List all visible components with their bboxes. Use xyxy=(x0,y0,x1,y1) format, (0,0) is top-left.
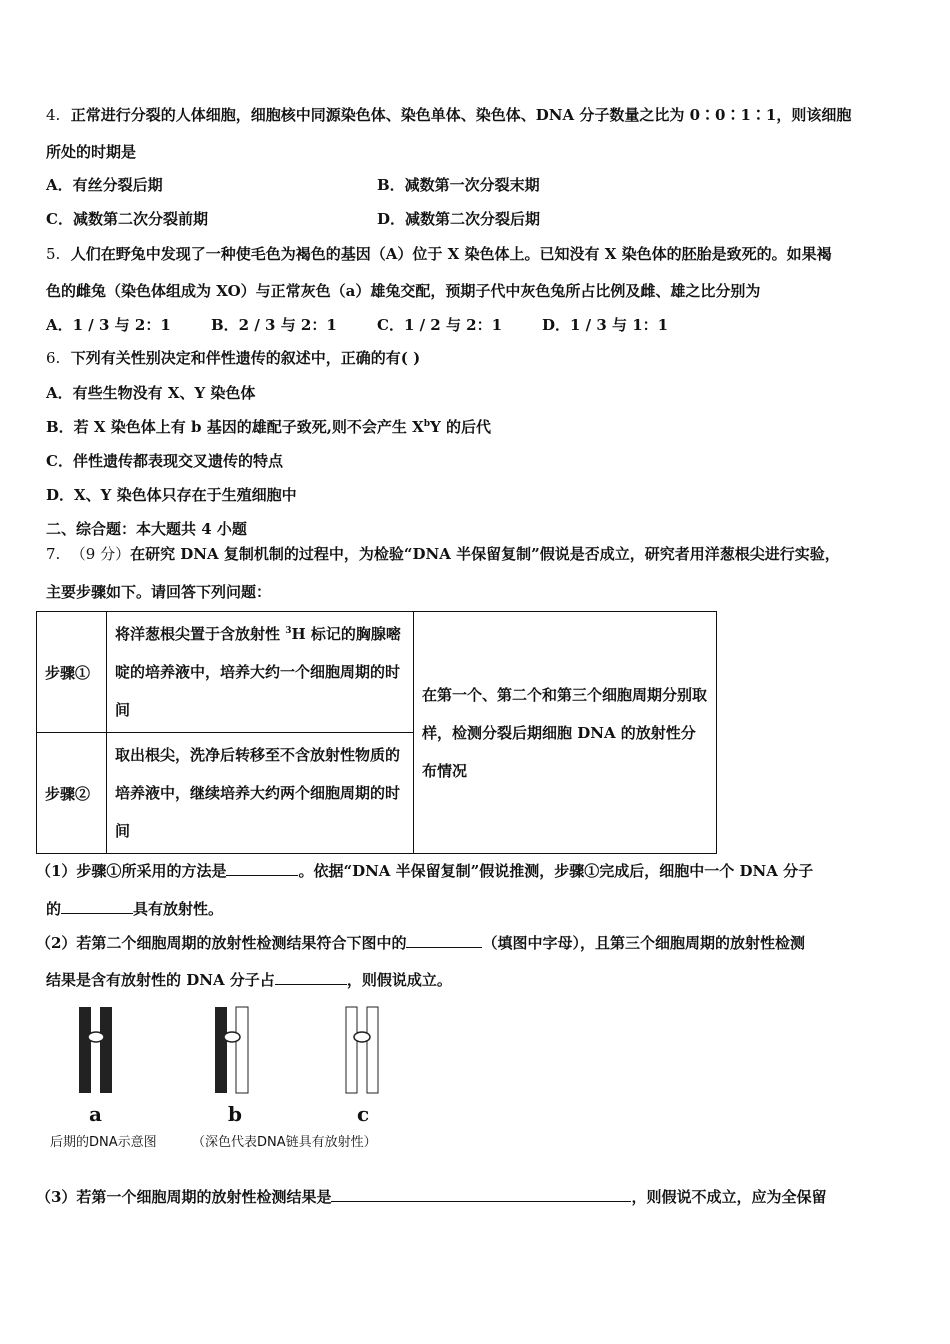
dna-b-diagram xyxy=(215,1007,248,1093)
q5-option-d: D．1 / 3 与 1：1 xyxy=(542,316,669,334)
q6-option-b-text: B．若 X 染色体上有 b 基因的雄配子致死,则不会产生 X xyxy=(46,418,424,436)
q6-option-b-sup: b xyxy=(423,419,431,429)
q7-sub1-text-d: 具有放射性。 xyxy=(133,900,224,918)
q7-sub1-line2 xyxy=(46,898,223,919)
step2-content: 取出根尖，洗净后转移至不含放射性物质的培养液中，继续培养大约两个细胞周期的时间 xyxy=(107,733,414,854)
figure-caption-left: 后期的DNA示意图 xyxy=(50,1135,157,1150)
q7-stem-line1: 在研究 DNA 复制机制的过程中，为检验“DNA 半保留复制”假说是否成立，研究者用洋葱根尖进行实验， xyxy=(130,545,840,563)
table-row xyxy=(37,612,717,733)
q7-number: 7. xyxy=(46,545,61,563)
q4-option-c: C．减数第二次分裂前期 xyxy=(46,210,208,228)
q7-stem-line2: 主要步骤如下。请回答下列问题： xyxy=(46,583,272,601)
q5-option-c: C．1 / 2 与 2：1 xyxy=(377,316,503,334)
figure-label-a: a xyxy=(89,1102,102,1126)
q7-sub2-text-d: ，则假说成立。 xyxy=(346,971,452,989)
q6-option-c: C．伴性遗传都表现交叉遗传的特点 xyxy=(46,452,283,470)
q7-sub2-text-a: （2）若第二个细胞周期的放射性检测结果符合下图中的 xyxy=(36,934,407,952)
q7-sub1-text-c: 的 xyxy=(46,900,62,918)
q7-sub1-text-b: 。依据“DNA 半保留复制”假说推测，步骤①完成后，细胞中一个 DNA 分子 xyxy=(298,862,814,880)
q6-option-b-tail: Y 的后代 xyxy=(430,418,492,436)
q7-score: （9 分） xyxy=(70,545,131,563)
q7-sub1-line1 xyxy=(36,860,813,881)
step1-text: 将洋葱根尖置于含放射性 xyxy=(115,625,286,643)
q7-sub2-line1 xyxy=(36,932,805,953)
step2-label: 步骤② xyxy=(37,733,107,854)
q7-sub3-text-b: ，则假说不成立，应为全保留 xyxy=(631,1188,827,1206)
q5-stem-line1: 人们在野兔中发现了一种使毛色为褐色的基因（A）位于 X 染色体上。已知没有 X 染色体的胚胎是致死的。如果褐 xyxy=(70,245,832,263)
q4-stem-line2: 所处的时期是 xyxy=(46,143,137,161)
q5-stem-line2: 色的雌兔（染色体组成为 XO）与正常灰色（a）雄兔交配，预期子代中灰色兔所占比例及雌、雄之比分别为 xyxy=(46,282,761,300)
q5-option-a: A．1 / 3 与 2：1 xyxy=(46,316,171,334)
step1-label: 步骤① xyxy=(37,612,107,733)
step1-content xyxy=(107,612,414,733)
q4-option-a: A．有丝分裂后期 xyxy=(46,176,163,194)
section-heading: 二、综合题：本大题共 4 小题 xyxy=(46,520,247,538)
q4-option-d: D．减数第二次分裂后期 xyxy=(377,210,541,228)
q4-stem-line1: 正常进行分裂的人体细胞，细胞核中同源染色体、染色单体、染色体、DNA 分子数量之比为 0∶0∶1∶1，则该细胞 xyxy=(70,106,852,124)
q5-number: 5. xyxy=(46,245,61,263)
step1-text-tail: H 标记的胸腺嘧啶的培养液中，培养大约一个细胞周期的时间 xyxy=(115,625,401,719)
q7-sub1-text-a: （1）步骤①所采用的方法是 xyxy=(36,862,227,880)
q4-line1 xyxy=(46,104,851,125)
result-cell: 在第一个、第二个和第三个细胞周期分别取样，检测分裂后期细胞 DNA 的放射性分布情况 xyxy=(414,612,717,854)
figure-caption-right: （深色代表DNA链具有放射性） xyxy=(192,1135,377,1150)
q6-option-b xyxy=(46,416,491,437)
dna-a-diagram xyxy=(79,1007,112,1093)
q6-number: 6. xyxy=(46,349,61,367)
figure-label-c: c xyxy=(357,1102,370,1126)
dna-figure xyxy=(70,1006,390,1096)
q4-number: 4. xyxy=(46,106,61,124)
q7-sub2-text-b: （填图中字母），且第三个细胞周期的放射性检测 xyxy=(482,934,805,952)
answer-blank-3[interactable] xyxy=(406,933,482,948)
answer-blank-4[interactable] xyxy=(275,970,347,985)
q5-option-b: B．2 / 3 与 2：1 xyxy=(211,316,337,334)
q7-sub2-text-c: 结果是含有放射性的 DNA 分子占 xyxy=(46,971,275,989)
q6-stem: 下列有关性别决定和伴性遗传的叙述中，正确的有( ) xyxy=(70,349,421,367)
dna-c-diagram xyxy=(346,1007,378,1093)
figure-label-b: b xyxy=(228,1102,242,1126)
q6-option-d: D．X、Y 染色体只存在于生殖细胞中 xyxy=(46,486,297,504)
q6-option-a: A．有些生物没有 X、Y 染色体 xyxy=(46,384,256,402)
answer-blank-2[interactable] xyxy=(61,899,133,914)
q7-line1 xyxy=(46,543,840,564)
q7-sub3-text-a: （3）若第一个细胞周期的放射性检测结果是 xyxy=(36,1188,332,1206)
steps-table xyxy=(36,611,717,854)
q4-option-b: B．减数第一次分裂末期 xyxy=(377,176,540,194)
answer-blank-1[interactable] xyxy=(226,861,298,876)
step1-sup: 3 xyxy=(285,626,292,636)
q7-sub3-line1 xyxy=(36,1186,826,1207)
q5-line1 xyxy=(46,243,832,264)
q6-line xyxy=(46,347,420,368)
answer-blank-5[interactable] xyxy=(331,1187,631,1202)
q7-sub2-line2 xyxy=(46,969,452,990)
